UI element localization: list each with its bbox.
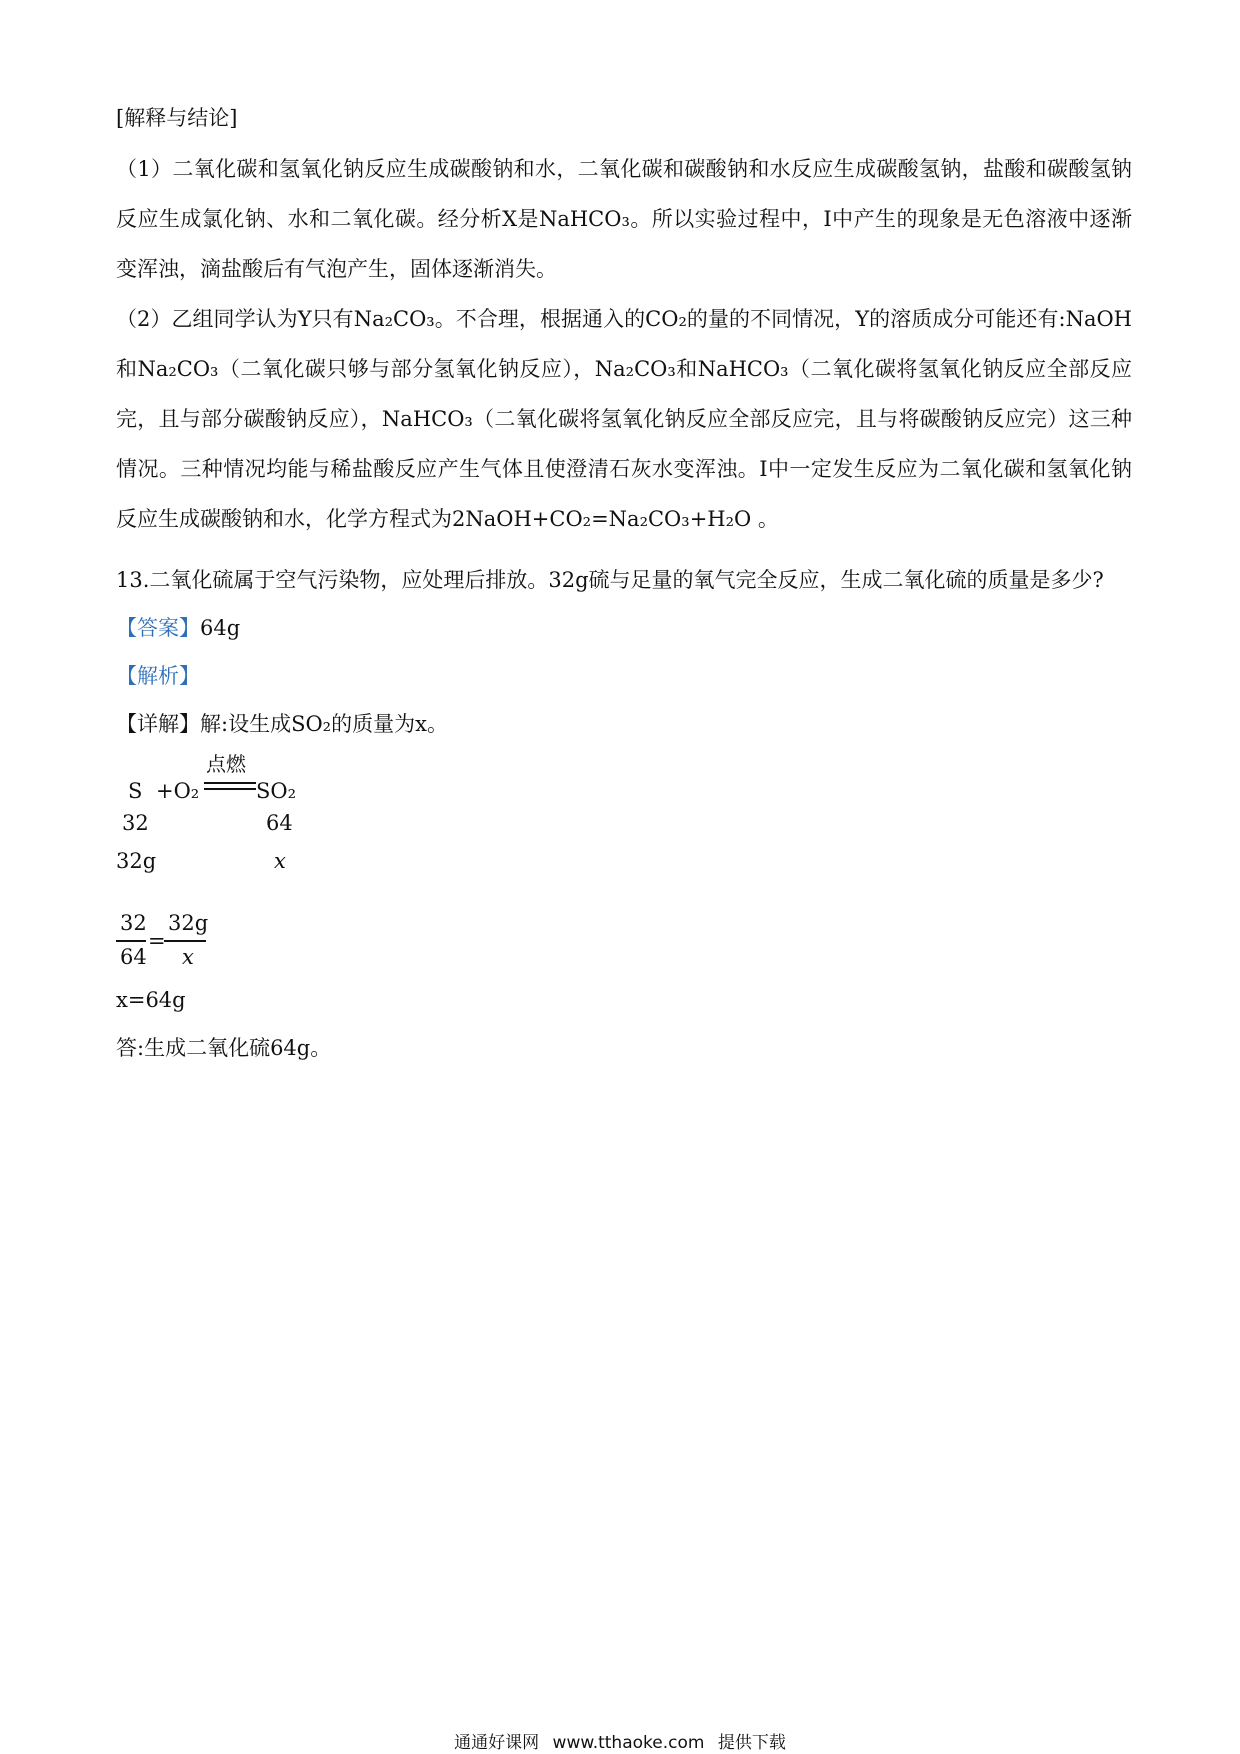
given-reactant: 32g — [116, 849, 157, 873]
footer-suffix: 提供下载 — [717, 1733, 786, 1753]
proportion-num-left: 32 — [120, 911, 147, 935]
proportion-bar-left — [116, 940, 146, 942]
final-answer: 答:生成二氧化硫64g。 — [116, 1036, 332, 1060]
equation-double-bar — [204, 782, 256, 790]
proportion-den-left: 64 — [120, 945, 147, 969]
answer-line — [116, 614, 240, 642]
mass-reactant: 32 — [122, 811, 149, 835]
detail-text: 解:设生成SO₂的质量为x。 — [200, 712, 448, 736]
section-heading: [解释与结论] — [116, 106, 238, 130]
analysis-label: 【解析】 — [116, 664, 200, 688]
proportion-num-right: 32g — [168, 911, 209, 935]
proportion-den-right: x — [182, 945, 194, 969]
paragraph-2: （2）乙组同学认为Y只有Na₂CO₃。不合理，根据通入的CO₂的量的不同情况，Y的溶质成分可能还有:NaOH和Na₂CO₃（二氧化碳只够与部分氢氧化钠反应），Na₂CO₃和NaHCO₃（二氧化碳将氢氧化钠反应全部反应完，且与部分碳酸钠反应），NaHCO₃（二氧化碳将氢氧化钠反应全部反应完，且与将碳酸钠反应完）这三种情况。三种情况均能与稀盐酸反应产生气体且使澄清石灰水变浑浊。Ⅰ中一定发生反应为二氧化碳和氢氧化钠反应生成碳酸钠和水，化学方程式为2NaOH+CO₂=Na₂CO₃+H₂O 。 — [116, 307, 1132, 531]
proportion-bar-right — [164, 940, 206, 942]
equation-product-so2: SO₂ — [256, 779, 297, 803]
equation-reactant-o2: +O₂ — [156, 779, 200, 803]
mass-product: 64 — [266, 811, 293, 835]
answer-label: 【答案】 — [116, 616, 200, 640]
given-product: x — [274, 849, 286, 873]
footer — [0, 1728, 1240, 1753]
paragraph-1: （1）二氧化碳和氢氧化钠反应生成碳酸钠和水，二氧化碳和碳酸钠和水反应生成碳酸氢钠，盐酸和碳酸氢钠反应生成氯化钠、水和二氧化碳。经分析X是NaHCO₃。所以实验过程中，Ⅰ中产生的现象是无色溶液中逐渐变浑浊，滴盐酸后有气泡产生，固体逐渐消失。 — [116, 157, 1132, 281]
equation-condition: 点燃 — [206, 752, 246, 776]
result-line: x=64g — [116, 988, 186, 1012]
proportion-equals: = — [148, 929, 166, 953]
question-13: 13.二氧化硫属于空气污染物，应处理后排放。32g硫与足量的氧气完全反应，生成二氧化硫的质量是多少? — [116, 568, 1104, 592]
footer-site-name: 通通好课网 — [454, 1733, 540, 1753]
footer-url[interactable]: www.tthaoke.com — [552, 1733, 705, 1753]
detail-line — [116, 710, 448, 738]
detail-label: 【详解】 — [116, 712, 200, 736]
answer-value: 64g — [200, 616, 241, 640]
equation-reactant-s: S — [128, 779, 143, 803]
